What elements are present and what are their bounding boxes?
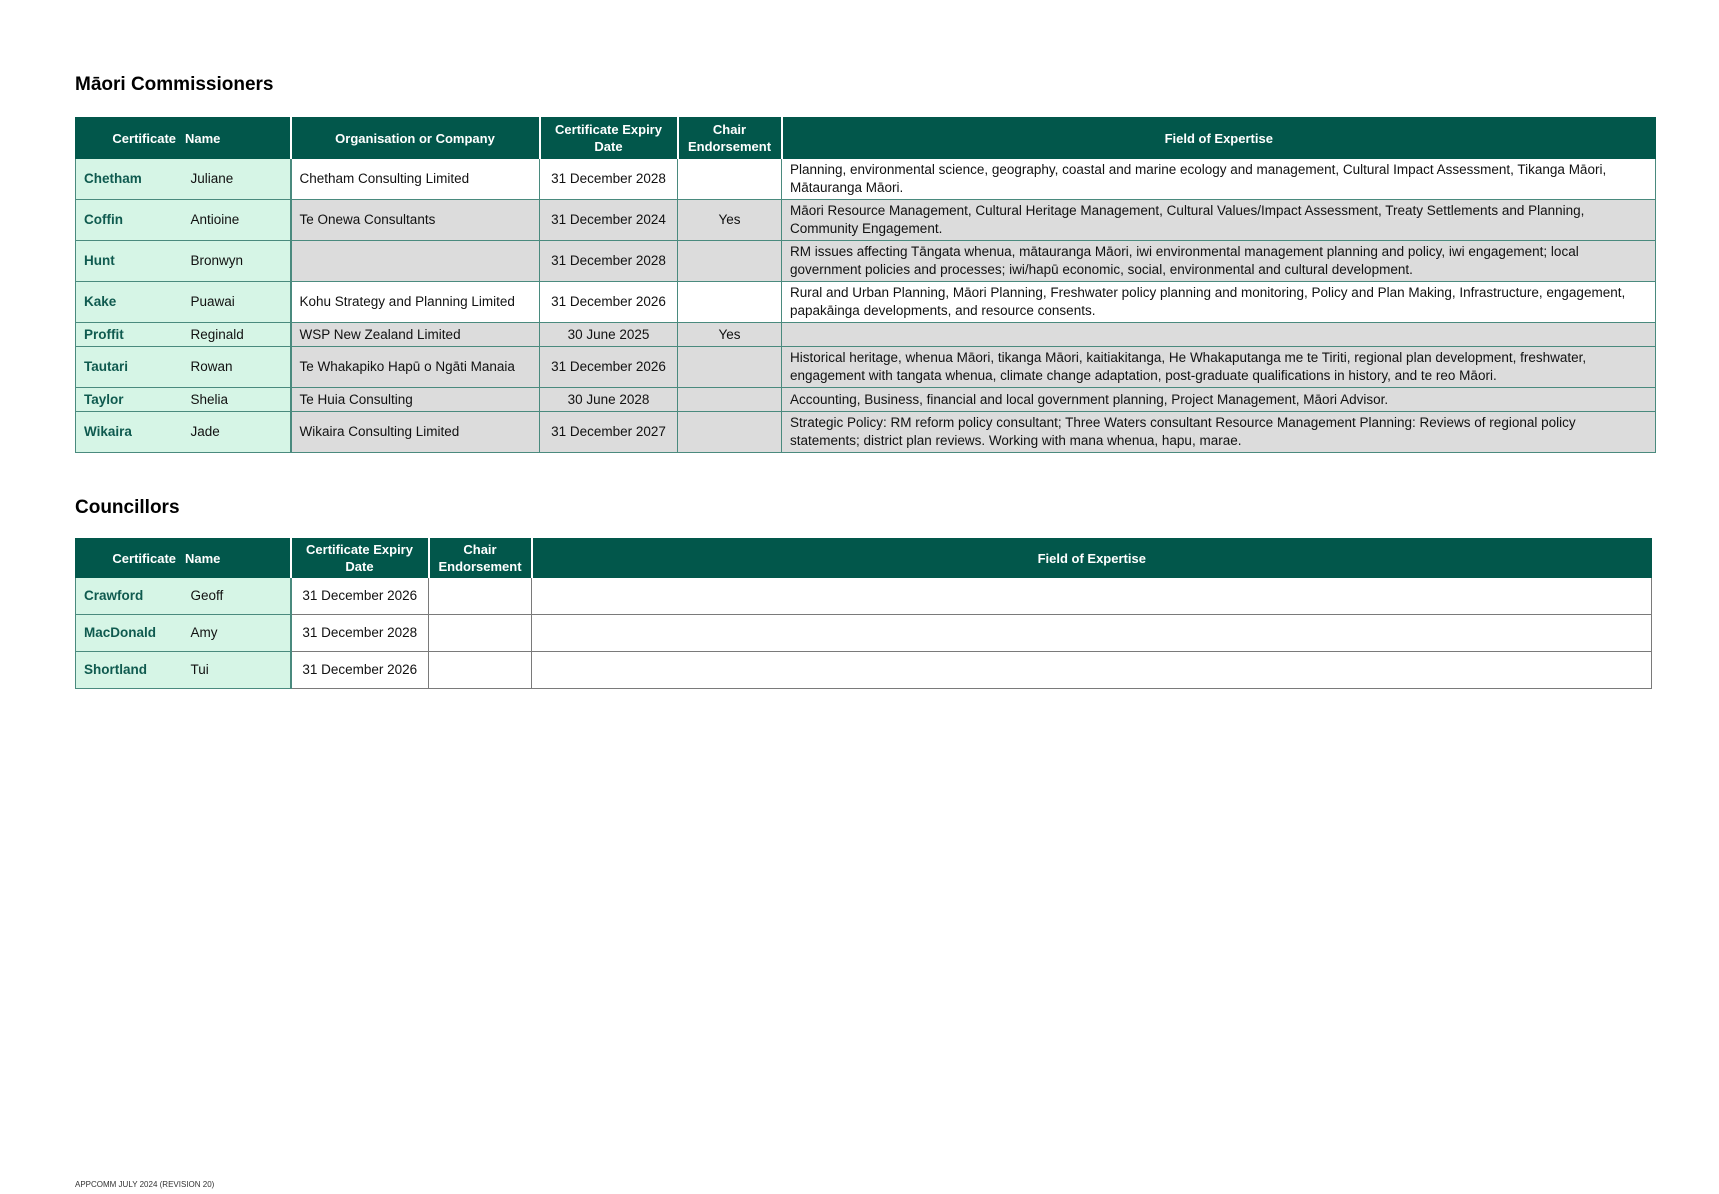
col-header-certificate: Certificate [76, 118, 183, 159]
expertise-cell [532, 578, 1652, 615]
name-cell: Jade [183, 412, 291, 453]
expiry-cell: 30 June 2025 [540, 323, 678, 347]
expertise-cell: Māori Resource Management, Cultural Heritage Management, Cultural Values/Impact Assessment, Treaty Settlements and Planning, Community Engagement. [782, 200, 1656, 241]
chair-cell [678, 388, 782, 412]
organisation-cell [291, 241, 540, 282]
organisation-cell: Wikaira Consulting Limited [291, 412, 540, 453]
certificate-cell: Coffin [76, 200, 183, 241]
col-header-certificate: Certificate [76, 539, 183, 578]
header-row [76, 118, 1656, 159]
col-header-chair: Chair Endorsement [678, 118, 782, 159]
certificate-cell: Shortland [76, 652, 183, 689]
expiry-cell: 31 December 2024 [540, 200, 678, 241]
expertise-cell [532, 652, 1652, 689]
page-footer: APPCOMM JULY 2024 (REVISION 20) [75, 1180, 215, 1189]
chair-cell [429, 652, 532, 689]
name-cell: Bronwyn [183, 241, 291, 282]
table-row [76, 578, 1652, 615]
table-row [76, 615, 1652, 652]
expiry-cell: 31 December 2028 [291, 615, 429, 652]
table-row [76, 412, 1656, 453]
expiry-cell: 31 December 2028 [540, 241, 678, 282]
councillors-title: Councillors [75, 497, 180, 518]
certificate-cell: Crawford [76, 578, 183, 615]
name-cell: Amy [183, 615, 291, 652]
certificate-cell: Chetham [76, 159, 183, 200]
certificate-cell: Kake [76, 282, 183, 323]
expertise-cell [782, 323, 1656, 347]
table-row [76, 652, 1652, 689]
expiry-cell: 31 December 2026 [540, 282, 678, 323]
chair-cell [429, 578, 532, 615]
expiry-cell: 30 June 2028 [540, 388, 678, 412]
expertise-cell: Historical heritage, whenua Māori, tikanga Māori, kaitiakitanga, He Whakaputanga me te Tiriti, regional plan development, freshwater, engagement with tangata whenua, climate change adaptation, post-graduate qualifications in history, and te reo Māori. [782, 347, 1656, 388]
col-header-organisation: Organisation or Company [291, 118, 540, 159]
name-cell: Juliane [183, 159, 291, 200]
name-cell: Shelia [183, 388, 291, 412]
expiry-cell: 31 December 2026 [291, 652, 429, 689]
certificate-cell: Wikaira [76, 412, 183, 453]
organisation-cell: Kohu Strategy and Planning Limited [291, 282, 540, 323]
certificate-cell: Proffit [76, 323, 183, 347]
certificate-cell: MacDonald [76, 615, 183, 652]
name-cell: Geoff [183, 578, 291, 615]
chair-cell [678, 241, 782, 282]
certificate-cell: Taylor [76, 388, 183, 412]
expertise-cell [532, 615, 1652, 652]
chair-cell [429, 615, 532, 652]
header-row [76, 539, 1652, 578]
name-cell: Tui [183, 652, 291, 689]
certificate-cell: Hunt [76, 241, 183, 282]
table-row [76, 200, 1656, 241]
name-cell: Rowan [183, 347, 291, 388]
maori-commissioners-title: Māori Commissioners [75, 74, 274, 95]
certificate-cell: Tautari [76, 347, 183, 388]
expertise-cell: Accounting, Business, financial and local government planning, Project Management, Māori Advisor. [782, 388, 1656, 412]
organisation-cell: Te Huia Consulting [291, 388, 540, 412]
col-header-expiry: Certificate Expiry Date [540, 118, 678, 159]
chair-cell [678, 347, 782, 388]
table-row [76, 282, 1656, 323]
name-cell: Puawai [183, 282, 291, 323]
table-row [76, 323, 1656, 347]
col-header-chair: Chair Endorsement [429, 539, 532, 578]
maori-commissioners-table [75, 117, 1656, 453]
col-header-name: Name [183, 539, 291, 578]
organisation-cell: WSP New Zealand Limited [291, 323, 540, 347]
col-header-name: Name [183, 118, 291, 159]
col-header-expertise: Field of Expertise [532, 539, 1652, 578]
organisation-cell: Te Onewa Consultants [291, 200, 540, 241]
expertise-cell: Strategic Policy: RM reform policy consultant; Three Waters consultant Resource Management Planning: Reviews of regional policy statements; district plan reviews. Working with mana whenua, hapu, marae. [782, 412, 1656, 453]
expertise-cell: Rural and Urban Planning, Māori Planning, Freshwater policy planning and monitoring, Policy and Plan Making, Infrastructure, engagement, papakāinga developments, and resource consents. [782, 282, 1656, 323]
table-row [76, 388, 1656, 412]
expiry-cell: 31 December 2026 [540, 347, 678, 388]
name-cell: Antioine [183, 200, 291, 241]
expertise-cell: Planning, environmental science, geography, coastal and marine ecology and management, Cultural Impact Assessment, Tikanga Māori, Mātauranga Māori. [782, 159, 1656, 200]
expertise-cell: RM issues affecting Tāngata whenua, mātauranga Māori, iwi environmental management planning and policy, iwi engagement; local government policies and processes; iwi/hapū economic, social, environmental and cultural development. [782, 241, 1656, 282]
col-header-expertise: Field of Expertise [782, 118, 1656, 159]
expiry-cell: 31 December 2026 [291, 578, 429, 615]
organisation-cell: Chetham Consulting Limited [291, 159, 540, 200]
councillors-table [75, 538, 1652, 689]
chair-cell [678, 159, 782, 200]
chair-cell [678, 412, 782, 453]
table-row [76, 347, 1656, 388]
organisation-cell: Te Whakapiko Hapū o Ngāti Manaia [291, 347, 540, 388]
name-cell: Reginald [183, 323, 291, 347]
col-header-expiry: Certificate Expiry Date [291, 539, 429, 578]
expiry-cell: 31 December 2027 [540, 412, 678, 453]
chair-cell [678, 282, 782, 323]
table-row [76, 241, 1656, 282]
chair-cell: Yes [678, 200, 782, 241]
table-row [76, 159, 1656, 200]
expiry-cell: 31 December 2028 [540, 159, 678, 200]
chair-cell: Yes [678, 323, 782, 347]
